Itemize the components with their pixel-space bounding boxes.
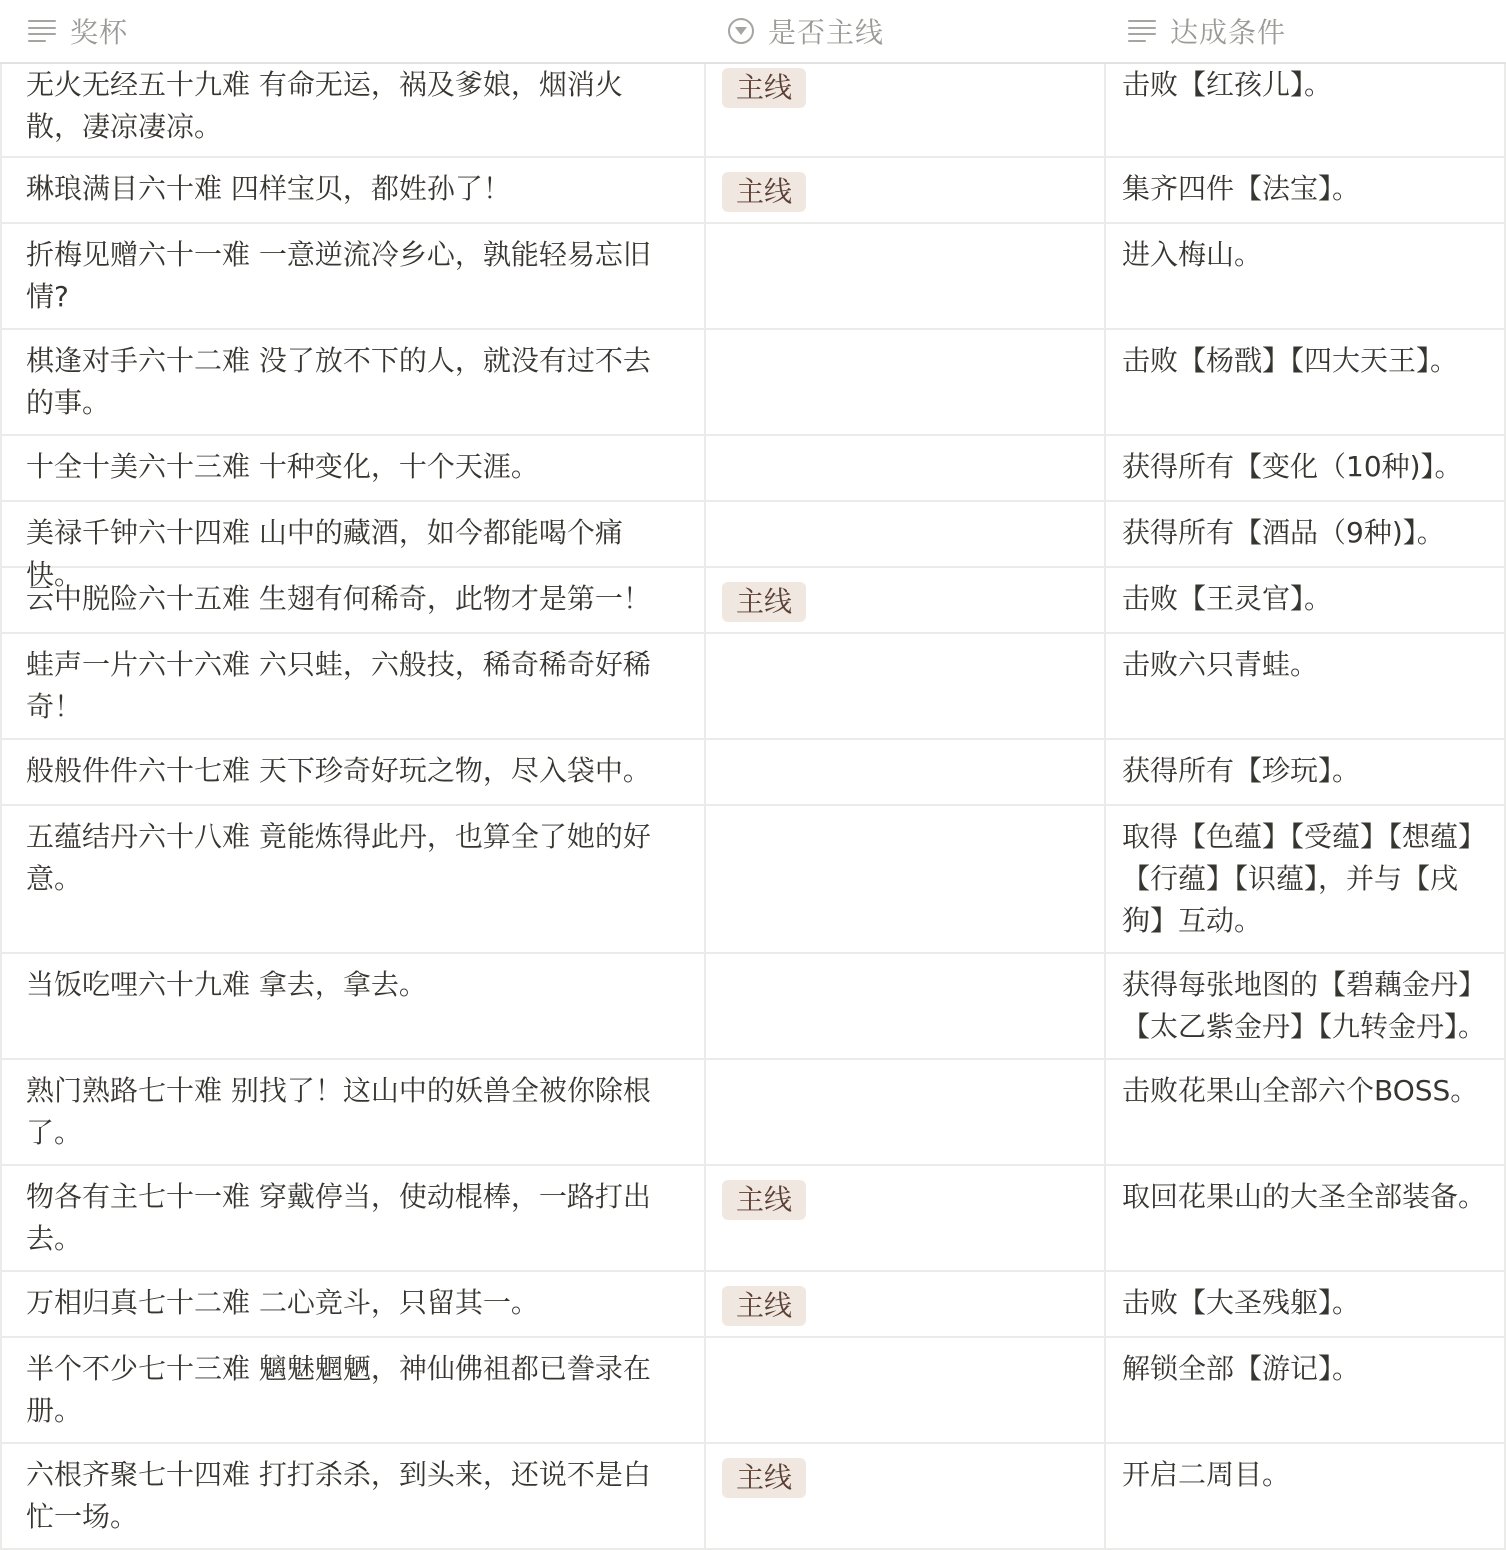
trophy-name-text: 般般件件六十七难 天下珍奇好玩之物，尽入袋中。 [26,754,651,787]
cell-condition[interactable] [1106,224,1506,328]
table-row[interactable] [0,64,1506,158]
cell-condition[interactable] [1106,436,1506,500]
table-row[interactable] [0,1444,1506,1550]
condition-text: 获得所有【变化（10种)】。 [1122,450,1463,483]
table-row[interactable] [0,436,1506,502]
table-row[interactable] [0,502,1506,591]
condition-text: 击败【大圣残躯】。 [1122,1286,1361,1319]
table-row[interactable] [0,806,1506,954]
trophy-name-text: 万相归真七十二难 二心竞斗，只留其一。 [26,1286,539,1319]
column-header-name[interactable] [0,0,706,62]
cell-mainline[interactable] [706,954,1106,1058]
cell-trophy-name[interactable] [0,1338,706,1442]
cell-trophy-name[interactable] [0,1444,706,1548]
condition-text: 开启二周目。 [1122,1458,1291,1491]
table-row[interactable] [0,1338,1506,1444]
cell-mainline[interactable] [706,1444,1106,1548]
cell-condition[interactable] [1106,1060,1506,1164]
condition-text: 击败花果山全部六个BOSS。 [1122,1074,1479,1107]
table-row[interactable] [0,1166,1506,1272]
cell-condition[interactable] [1106,1338,1506,1442]
cell-trophy-name[interactable] [0,224,706,328]
trophy-name-text: 物各有主七十一难 穿戴停当，使动棍棒，一路打出去。 [26,1180,651,1255]
cell-condition[interactable] [1106,64,1506,156]
table-row[interactable] [0,740,1506,806]
cell-trophy-name[interactable] [0,806,706,952]
trophy-name-text: 五蕴结丹六十八难 竟能炼得此丹，也算全了她的好意。 [26,820,651,895]
cell-condition[interactable] [1106,330,1506,434]
mainline-tag: 主线 [722,68,806,108]
condition-text: 取回花果山的大圣全部装备。 [1122,1180,1487,1213]
cell-trophy-name[interactable] [0,1166,706,1270]
cell-mainline[interactable] [706,1166,1106,1270]
table-row[interactable] [0,634,1506,740]
select-property-icon [728,18,754,44]
trophy-name-text: 当饭吃哩六十九难 拿去，拿去。 [26,968,427,1001]
trophy-name-text: 六根齐聚七十四难 打打杀杀，到头来，还说不是白忙一场。 [26,1458,651,1533]
cell-mainline[interactable] [706,502,1106,566]
cell-mainline[interactable] [706,330,1106,434]
cell-trophy-name[interactable] [0,330,706,434]
cell-trophy-name[interactable] [0,436,706,500]
trophy-name-text: 无火无经五十九难 有命无运，祸及爹娘，烟消火散，凄凉凄凉。 [26,68,623,143]
cell-condition[interactable] [1106,634,1506,738]
table-row[interactable] [0,954,1506,1060]
cell-mainline[interactable] [706,1338,1106,1442]
cell-trophy-name[interactable] [0,64,706,156]
cell-trophy-name[interactable] [0,1060,706,1164]
cell-condition[interactable] [1106,502,1506,566]
column-header-label: 达成条件 [1170,16,1287,49]
trophy-name-text: 蛙声一片六十六难 六只蛙，六般技，稀奇稀奇好稀奇！ [26,648,651,723]
cell-trophy-name[interactable] [0,740,706,804]
cell-condition[interactable] [1106,1444,1506,1548]
cell-trophy-name[interactable] [0,568,706,632]
condition-text: 进入梅山。 [1122,238,1263,271]
cell-mainline[interactable] [706,64,1106,156]
cell-mainline[interactable] [706,568,1106,632]
cell-mainline[interactable] [706,740,1106,804]
condition-text: 获得所有【酒品（9种)】。 [1122,516,1445,549]
table-row[interactable] [0,158,1506,224]
column-header-label: 奖杯 [70,16,129,49]
condition-text: 解锁全部【游记】。 [1122,1352,1361,1385]
condition-text: 取得【色蕴】【受蕴】【想蕴】【行蕴】【识蕴】，并与【戌狗】互动。 [1122,820,1487,937]
trophy-name-text: 熟门熟路七十难 别找了！这山中的妖兽全被你除根了。 [26,1074,651,1149]
cell-mainline[interactable] [706,224,1106,328]
cell-condition[interactable] [1106,1272,1506,1336]
table-header [0,0,1506,64]
table-row[interactable] [0,1060,1506,1166]
text-property-icon [1128,20,1156,42]
mainline-tag: 主线 [722,1286,806,1326]
cell-condition[interactable] [1106,806,1506,952]
trophy-name-text: 十全十美六十三难 十种变化，十个天涯。 [26,450,539,483]
condition-text: 击败【红孩儿】。 [1122,68,1333,101]
cell-mainline[interactable] [706,436,1106,500]
trophy-name-text: 棋逢对手六十二难 没了放不下的人，就没有过不去的事。 [26,344,651,419]
condition-text: 击败六只青蛙。 [1122,648,1319,681]
mainline-tag: 主线 [722,172,806,212]
cell-condition[interactable] [1106,954,1506,1058]
column-header-mainline[interactable] [706,0,1106,62]
trophy-name-text: 美禄千钟六十四难 山中的藏酒，如今都能喝个痛快。 [26,516,623,591]
table-row[interactable] [0,1272,1506,1338]
mainline-tag: 主线 [722,582,806,622]
column-header-label: 是否主线 [768,16,885,49]
trophy-name-text: 琳琅满目六十难 四样宝贝，都姓孙了！ [26,172,511,205]
cell-mainline[interactable] [706,1272,1106,1336]
condition-text: 击败【王灵官】。 [1122,582,1333,615]
cell-condition[interactable] [1106,1166,1506,1270]
cell-trophy-name[interactable] [0,1272,706,1336]
mainline-tag: 主线 [722,1458,806,1498]
condition-text: 获得所有【珍玩】。 [1122,754,1361,787]
trophy-name-text: 半个不少七十三难 魑魅魍魉，神仙佛祖都已誊录在册。 [26,1352,651,1427]
trophy-name-text: 云中脱险六十五难 生翅有何稀奇，此物才是第一！ [26,582,651,615]
cell-mainline[interactable] [706,1060,1106,1164]
trophy-name-text: 折梅见赠六十一难 一意逆流冷乡心，孰能轻易忘旧情? [26,238,651,313]
condition-text: 击败【杨戬】【四大天王】。 [1122,344,1459,377]
cell-trophy-name[interactable] [0,158,706,222]
table-row[interactable] [0,330,1506,436]
condition-text: 获得每张地图的【碧藕金丹】【太乙紫金丹】【九转金丹】。 [1122,968,1487,1043]
cell-mainline[interactable] [706,634,1106,738]
cell-trophy-name[interactable] [0,634,706,738]
cell-mainline[interactable] [706,158,1106,222]
cell-mainline[interactable] [706,806,1106,952]
cell-trophy-name[interactable] [0,502,706,591]
cell-trophy-name[interactable] [0,954,706,1058]
text-property-icon [28,20,56,42]
mainline-tag: 主线 [722,1180,806,1220]
cell-condition[interactable] [1106,158,1506,222]
column-header-condition[interactable] [1106,0,1506,62]
cell-condition[interactable] [1106,740,1506,804]
cell-condition[interactable] [1106,568,1506,632]
table-row[interactable] [0,224,1506,330]
condition-text: 集齐四件【法宝】。 [1122,172,1361,205]
table-row[interactable] [0,568,1506,634]
